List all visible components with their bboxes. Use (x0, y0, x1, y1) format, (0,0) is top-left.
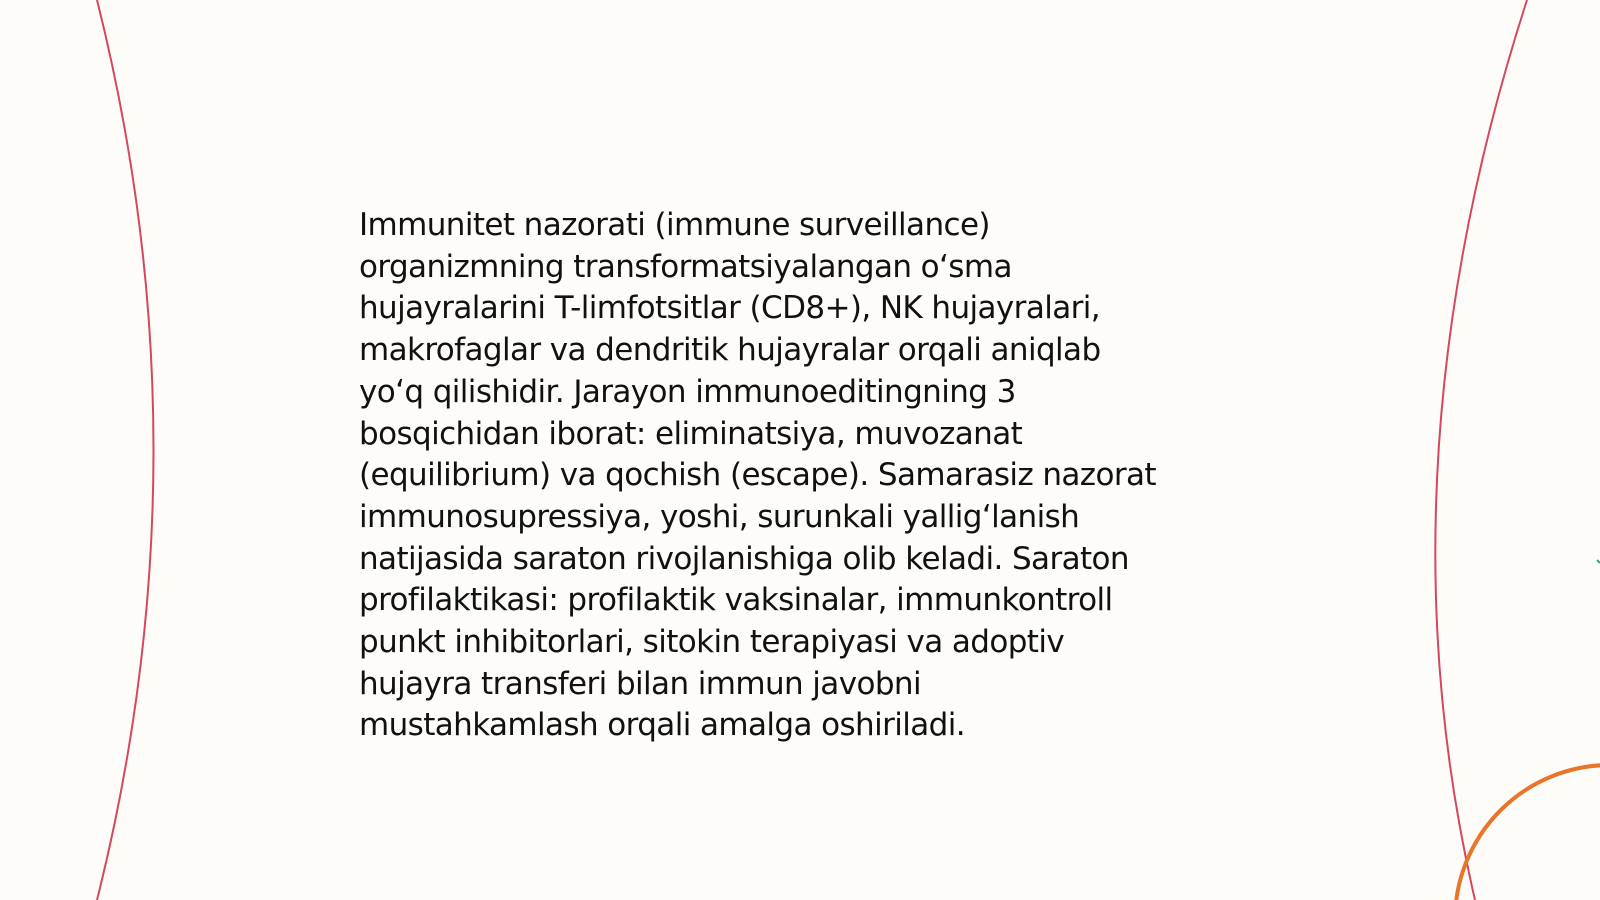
slide-body-text: Immunitet nazorati (immune surveillance) organizmning transformatsiyalangan o‘sma hujayralarini T-limfotsitlar (CD8+), NK hujayralari, makrofaglar va dendritik hujayralar orqali aniqlab yo‘q qilishidir. Jarayon immunoeditingning 3 bosqichidan iborat: eliminatsiya, muvozanat (equilibrium) va qochish (escape). Samarasiz nazorat immunosupressiya, yoshi, surunkali yallig‘lanish natijasida saraton rivojlanishiga olib keladi. Saraton profilaktikasi: profilaktik vaksinalar, immunkontroll punkt inhibitorlari, sitokin terapiyasi va adoptiv hujayra transferi bilan immun javobni mustahkamlash orqali amalga oshiriladi. (359, 207, 1156, 744)
left-arc-decoration (97, 0, 154, 900)
right-arc-decoration (1435, 0, 1527, 900)
orange-circle-decoration (1455, 765, 1600, 900)
